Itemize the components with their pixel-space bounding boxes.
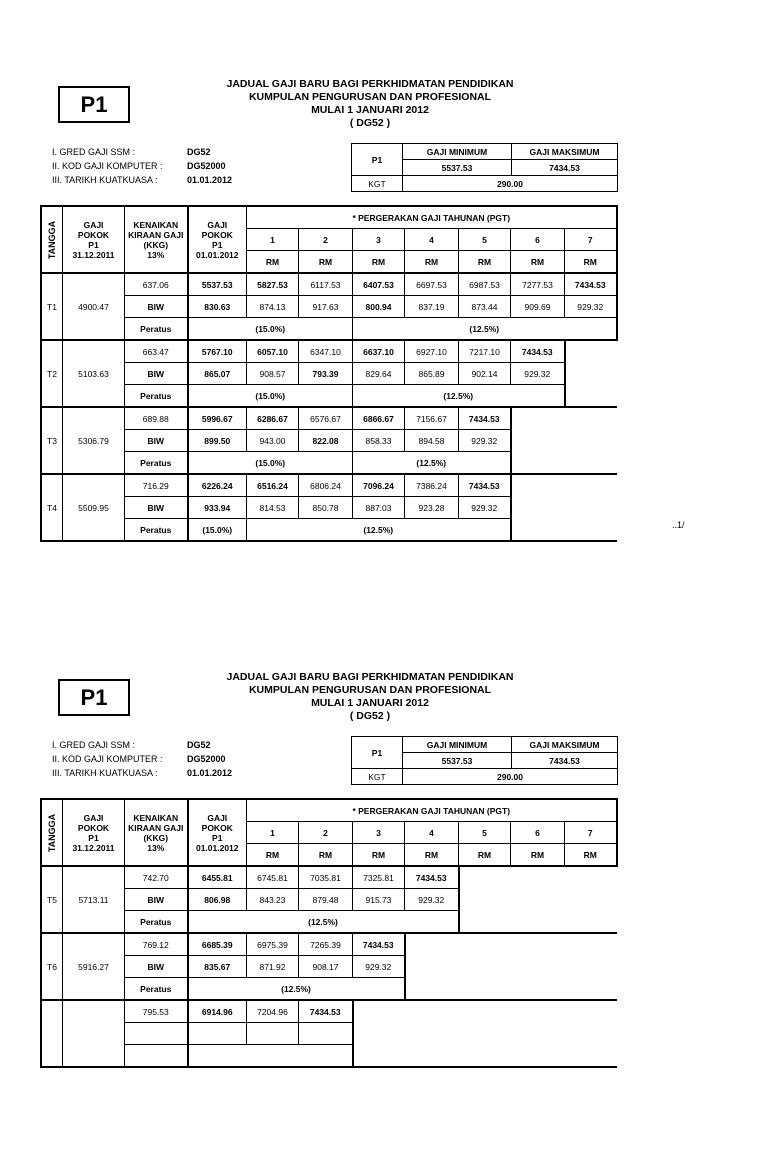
pct-b-cell: (12.5%): [353, 385, 565, 408]
biw-new-cell: 899.50: [188, 430, 247, 452]
rm-2: RM: [299, 251, 353, 274]
table-row: [41, 1023, 617, 1045]
document-title: [170, 78, 570, 130]
min-value: 5537.53: [403, 160, 512, 176]
peratus-label: Peratus: [125, 519, 188, 542]
pgt-value-cell: 7434.53: [405, 866, 459, 889]
biw-cell: 923.28: [405, 497, 459, 519]
table-row: [41, 956, 617, 978]
biw-cell: 908.57: [247, 363, 299, 385]
gaji-pokok-new-cell: 5996.67: [188, 407, 247, 430]
gaji-pokok-old-cell: 5916.27: [63, 933, 125, 1000]
biw-cell: 873.44: [459, 296, 511, 318]
peratus-label: Peratus: [125, 452, 188, 475]
biw-label: BIW: [125, 296, 188, 318]
kod-value: DG52000: [187, 161, 226, 171]
biw-cell: 874.13: [247, 296, 299, 318]
biw-new-cell: 806.98: [188, 889, 247, 911]
salary-p1: P1: [352, 144, 403, 176]
pgt-value-cell: 7277.53: [511, 273, 565, 296]
pgt-value-cell: 7434.53: [353, 933, 405, 956]
biw-cell: 871.92: [247, 956, 299, 978]
gaji-pokok-new-cell: 6455.81: [188, 866, 247, 889]
col-5: 5: [459, 229, 511, 251]
gaji-pokok-old-cell: 5509.95: [63, 474, 125, 541]
biw-label: BIW: [125, 497, 188, 519]
title-line-4: ( DG52 ): [349, 117, 391, 129]
biw-cell: [247, 1023, 299, 1045]
pgt-value-cell: 6987.53: [459, 273, 511, 296]
pgt-value-cell: 7434.53: [299, 1000, 353, 1023]
pct-a-cell: (15.0%): [188, 519, 247, 542]
pgt-value-cell: 6866.67: [353, 407, 405, 430]
gaji-pokok-new-cell: 6914.96: [188, 1000, 247, 1023]
pgt-value-cell: 6407.53: [353, 273, 405, 296]
table-row: [41, 911, 617, 934]
pgt-value-cell: 7156.67: [405, 407, 459, 430]
p1-box: P1: [58, 86, 130, 123]
pgt-header: * PERGERAKAN GAJI TAHUNAN (PGT): [247, 206, 617, 229]
p1-box-2: P1: [58, 679, 130, 716]
kgt-label: KGT: [352, 176, 403, 192]
table-row: [41, 978, 617, 1001]
table-row: [41, 430, 617, 452]
biw-cell: 837.19: [405, 296, 459, 318]
table-row: [41, 933, 617, 956]
biw-label: BIW: [125, 363, 188, 385]
table-row: [41, 889, 617, 911]
table-row: [41, 1045, 617, 1068]
salary-range-table: [351, 143, 618, 192]
col-7: 7: [565, 229, 617, 251]
table-row: [41, 452, 617, 475]
pgt-value-cell: 7265.39: [299, 933, 353, 956]
page-number: ..1/: [672, 520, 685, 530]
tarikh-label: III. TARIKH KUATKUASA :: [52, 175, 158, 185]
table-row: [41, 340, 617, 363]
pgt-value-cell: 7434.53: [565, 273, 617, 296]
biw-cell: 865.89: [405, 363, 459, 385]
rm-1: RM: [247, 251, 299, 274]
tangga-cell: T1: [41, 273, 63, 340]
pct-b-cell: (12.5%): [353, 452, 511, 475]
biw-cell: 822.08: [299, 430, 353, 452]
biw-cell: 929.32: [459, 497, 511, 519]
col-3: 3: [353, 229, 405, 251]
pgt-value-cell: 7325.81: [353, 866, 405, 889]
biw-cell: 915.73: [353, 889, 405, 911]
gaji-pokok-old-cell: 4900.47: [63, 273, 125, 340]
col-2: 2: [299, 229, 353, 251]
tangga-cell: T5: [41, 866, 63, 933]
biw-cell: 929.32: [459, 430, 511, 452]
biw-cell: 858.33: [353, 430, 405, 452]
rm-6: RM: [511, 251, 565, 274]
table-row: [41, 866, 617, 889]
biw-cell: 793.39: [299, 363, 353, 385]
biw-new-cell: [188, 1023, 247, 1045]
pgt-value-cell: 7386.24: [405, 474, 459, 497]
biw-label: BIW: [125, 956, 188, 978]
kkg-cell: 795.53: [125, 1000, 188, 1023]
biw-label: BIW: [125, 430, 188, 452]
kgt-value: 290.00: [403, 176, 618, 192]
pct-cell: (12.5%): [188, 911, 459, 934]
rm-7: RM: [565, 251, 617, 274]
table-row: [41, 273, 617, 296]
biw-cell: 929.32: [565, 296, 617, 318]
biw-cell: 829.64: [353, 363, 405, 385]
table-row: [41, 363, 617, 385]
gred-value: DG52: [187, 147, 211, 157]
kkg-cell: 716.29: [125, 474, 188, 497]
peratus-label: Peratus: [125, 978, 188, 1001]
pct-a-cell: (15.0%): [188, 385, 353, 408]
tangga-header: TANGGA: [41, 206, 63, 273]
biw-cell: 929.32: [405, 889, 459, 911]
pct-b-cell: (12.5%): [353, 318, 617, 341]
gaji-pokok-new-cell: 6226.24: [188, 474, 247, 497]
pgt-value-cell: 7204.96: [247, 1000, 299, 1023]
table-row: [41, 318, 617, 341]
kkg-cell: 742.70: [125, 866, 188, 889]
biw-cell: 843.23: [247, 889, 299, 911]
table-row: [41, 407, 617, 430]
rm-4: RM: [405, 251, 459, 274]
biw-cell: 908.17: [299, 956, 353, 978]
peratus-label: Peratus: [125, 318, 188, 341]
gaji-pokok-old-cell: 5103.63: [63, 340, 125, 407]
kkg-cell: 769.12: [125, 933, 188, 956]
biw-new-cell: 835.67: [188, 956, 247, 978]
gaji-pokok-old-header: GAJI POKOK P1 31.12.2011: [63, 206, 125, 273]
table-row: [41, 474, 617, 497]
pgt-value-cell: 7217.10: [459, 340, 511, 363]
peratus-label: [125, 1045, 188, 1068]
table-row: [41, 497, 617, 519]
gaji-pokok-new-cell: 6685.39: [188, 933, 247, 956]
biw-cell: 917.63: [299, 296, 353, 318]
table-row: [41, 519, 617, 542]
pgt-value-cell: 6927.10: [405, 340, 459, 363]
tangga-cell: T4: [41, 474, 63, 541]
tangga-cell: [41, 1000, 63, 1067]
pct-b-cell: (12.5%): [247, 519, 511, 542]
biw-new-cell: 830.63: [188, 296, 247, 318]
gaji-pokok-old-cell: 5713.11: [63, 866, 125, 933]
pgt-value-cell: 7434.53: [459, 474, 511, 497]
peratus-label: Peratus: [125, 911, 188, 934]
pgt-value-cell: 6516.24: [247, 474, 299, 497]
biw-label: BIW: [125, 889, 188, 911]
pct-a-cell: (15.0%): [188, 452, 353, 475]
title-line-3: MULAI 1 JANUARI 2012: [311, 104, 429, 116]
pgt-value-cell: 7434.53: [459, 407, 511, 430]
pgt-value-cell: 7434.53: [511, 340, 565, 363]
pgt-value-cell: 6057.10: [247, 340, 299, 363]
pgt-value-cell: 6347.10: [299, 340, 353, 363]
biw-label: [125, 1023, 188, 1045]
pgt-value-cell: 6806.24: [299, 474, 353, 497]
biw-cell: 894.58: [405, 430, 459, 452]
table-row: [41, 1000, 617, 1023]
peratus-label: Peratus: [125, 385, 188, 408]
biw-new-cell: 933.94: [188, 497, 247, 519]
max-value: 7434.53: [512, 160, 618, 176]
pgt-value-cell: 6637.10: [353, 340, 405, 363]
col-6: 6: [511, 229, 565, 251]
biw-cell: 943.00: [247, 430, 299, 452]
biw-cell: 909.69: [511, 296, 565, 318]
tangga-cell: T6: [41, 933, 63, 1000]
biw-cell: 887.03: [353, 497, 405, 519]
min-label: GAJI MINIMUM: [403, 144, 512, 160]
table-row: [41, 296, 617, 318]
table-row: [41, 385, 617, 408]
title-line-2: KUMPULAN PENGURUSAN DAN PROFESIONAL: [248, 91, 492, 103]
document-title-2: JADUAL GAJI BARU BAGI PERKHIDMATAN PENDIDIKAN KUMPULAN PENGURUSAN DAN PROFESIONAL MULAI 1 JANUARI 2012 ( DG52 ): [226, 671, 514, 722]
salary-table-2: TANGGA GAJI POKOK P1 31.12.2011 KENAIKAN KIRAAN GAJI (KKG) 13% GAJI POKOK P1 01.01.2012 * PERGERAKAN GAJI TAHUNAN (PGT) 1 2 3 4 5 6 7 RM RM RM RM RM RM RM T5 5713.11 742.70 6455.81 6745.81 7035.81 7325.81 7434.53 BIW 806.98 843.23 879.48 915.73 929.32 Peratus (12.5%) T6 5916.27 769.12 6685.39 6975.39 7265.39 7434.53 BIW 835.67 871.92 908.17 929.32 Peratus (12.5%) 795.53 6914.96 7204.96 7434.53: [40, 798, 618, 1068]
pgt-value-cell: 6117.53: [299, 273, 353, 296]
max-label: GAJI MAKSIMUM: [512, 144, 618, 160]
gaji-pokok-old-cell: [63, 1000, 125, 1067]
gaji-pokok-new-header: GAJI POKOK P1 01.01.2012: [188, 206, 247, 273]
pgt-value-cell: 6745.81: [247, 866, 299, 889]
biw-cell: 850.78: [299, 497, 353, 519]
kkg-cell: 663.47: [125, 340, 188, 363]
biw-cell: 800.94: [353, 296, 405, 318]
salary-table-1: [40, 205, 618, 542]
pgt-value-cell: 5827.53: [247, 273, 299, 296]
tarikh-value: 01.01.2012: [187, 175, 233, 185]
pgt-value-cell: 6286.67: [247, 407, 299, 430]
biw-cell: 929.32: [353, 956, 405, 978]
tangga-cell: T3: [41, 407, 63, 474]
biw-new-cell: 865.07: [188, 363, 247, 385]
title-line-1: JADUAL GAJI BARU BAGI PERKHIDMATAN PENDIDIKAN: [226, 78, 514, 90]
gaji-pokok-old-cell: 5306.79: [63, 407, 125, 474]
pct-a-cell: (15.0%): [188, 318, 353, 341]
salary-range-table-2: P1 GAJI MINIMUM GAJI MAKSIMUM 5537.53 7434.53 KGT 290.00: [351, 736, 618, 785]
rm-3: RM: [353, 251, 405, 274]
rm-5: RM: [459, 251, 511, 274]
pct-cell: [188, 1045, 353, 1068]
col-4: 4: [405, 229, 459, 251]
col-1: 1: [247, 229, 299, 251]
pct-cell: (12.5%): [188, 978, 405, 1001]
biw-cell: 879.48: [299, 889, 353, 911]
page-2: P1 JADUAL GAJI BARU BAGI PERKHIDMATAN PENDIDIKAN KUMPULAN PENGURUSAN DAN PROFESIONAL MULAI 1 JANUARI 2012 ( DG52 ) I. GRED GAJI SSM : DG52 II. KOD GAJI KOMPUTER : DG52000 III. TARIKH KUATKUASA : 01.01.2012 P1 GAJI MINIMUM GAJI MAKSIMUM 5537.53 7434.53 KGT 290.00 TANGGA GAJI POKOK P1 31.12.2011 KENAIKAN KIRAAN GAJI (KKG) 13% GAJI POKOK P1 01.01.2012 * PERGERAKAN GAJI TAHUNAN (PGT) 1 2 3 4 5 6 7 RM RM RM RM RM RM RM T5 5713.11 742.70 6455.81 6745.81 7035.81 7325.81 7434.53 BIW 806.98 843.23 879.48 915.73 929.32 Peratus (12.5%) T6 5916.27 769.12 6685.39 6975.39 7265.39 7434.53 BIW 835.67 871.92 908.17 929.32 Peratus (12.5%) 795.53 6914.96 7204.96 7434.53: [0, 593, 768, 1153]
gaji-pokok-new-cell: 5767.10: [188, 340, 247, 363]
kkg-cell: 689.88: [125, 407, 188, 430]
pgt-value-cell: 7035.81: [299, 866, 353, 889]
biw-cell: 902.14: [459, 363, 511, 385]
gaji-pokok-new-cell: 5537.53: [188, 273, 247, 296]
tangga-cell: T2: [41, 340, 63, 407]
page-1: [0, 0, 768, 560]
kod-label: II. KOD GAJI KOMPUTER :: [52, 161, 163, 171]
biw-cell: 929.32: [511, 363, 565, 385]
pgt-value-cell: 7096.24: [353, 474, 405, 497]
kenaikan-header: KENAIKAN KIRAAN GAJI (KKG) 13%: [125, 206, 188, 273]
pgt-value-cell: 6975.39: [247, 933, 299, 956]
biw-cell: [299, 1023, 353, 1045]
pgt-value-cell: 6576.67: [299, 407, 353, 430]
gred-label: I. GRED GAJI SSM :: [52, 147, 136, 157]
pgt-value-cell: 6697.53: [405, 273, 459, 296]
biw-cell: 814.53: [247, 497, 299, 519]
kkg-cell: 637.06: [125, 273, 188, 296]
